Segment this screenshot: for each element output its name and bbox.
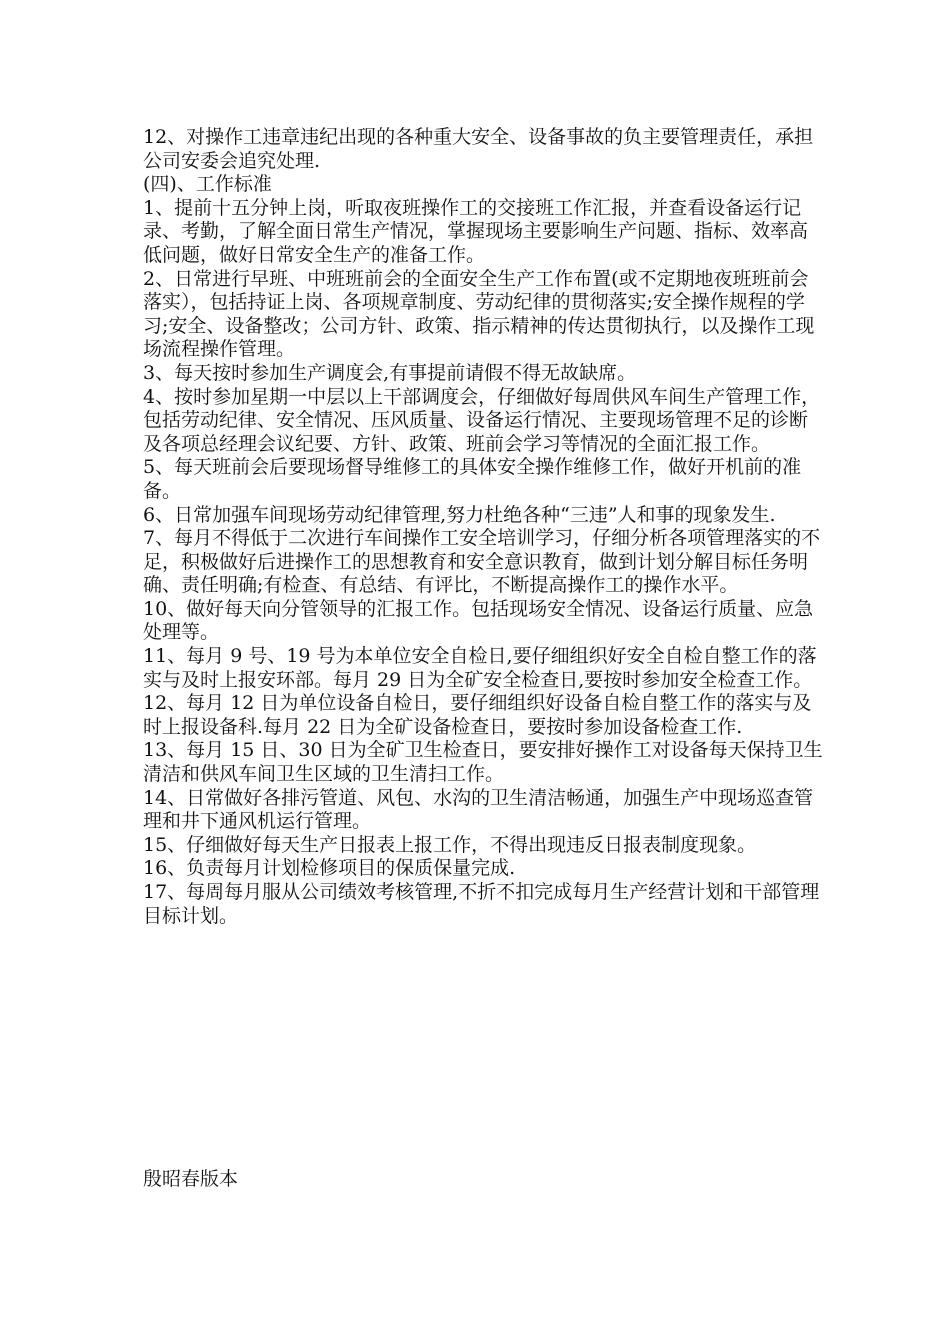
paragraph-standard-2: 2、日常进行早班、中班班前会的全面安全生产工作布置(或不定期地夜班班前会落实），包括持证上岗、各项规章制度、劳动纪律的贯彻落实;安全操作规程的学习;安全、设备整改；公司方针、政策、指示精神的传达贯彻执行，以及操作工现场流程操作管理。 <box>143 267 815 361</box>
document-body <box>143 126 823 928</box>
paragraph-standard-16: 16、负责每月计划检修项目的保质保量完成. <box>143 857 516 880</box>
paragraph-standard-17: 17、每周每月服从公司绩效考核管理,不折不扣完成每月生产经营计划和干部管理目标计划。 <box>143 881 820 927</box>
paragraph-standard-14: 14、日常做好各排污管道、风包、水沟的卫生清洁畅通，加强生产中现场巡查管理和井下通风机运行管理。 <box>143 786 814 833</box>
paragraph-standard-1: 1、提前十五分钟上岗，听取夜班操作工的交接班工作汇报，并查看设备运行记录、考勤，了解全面日常生产情况，掌握现场主要影响生产问题、指标、效率高低问题，做好日常安全生产的准备工作。 <box>143 196 809 266</box>
paragraph-standard-12: 12、每月 12 日为单位设备自检日，要仔细组织好设备自检自整工作的落实与及时上报设备科.每月 22 日为全矿设备检查日，要按时参加设备检查工作. <box>143 692 812 738</box>
document-signature: 殷昭春版本 <box>143 1168 239 1190</box>
paragraph-standard-3: 3、每天按时参加生产调度会,有事提前请假不得无故缺席。 <box>143 361 637 384</box>
paragraph-standard-10: 10、做好每天向分管领导的汇报工作。包括现场安全情况、设备运行质量、应急处理等。 <box>143 597 814 644</box>
paragraph-standard-5: 5、每天班前会后要现场督导维修工的具体安全操作维修工作，做好开机前的准备。 <box>143 456 802 502</box>
paragraph-duty-12: 12、对操作工违章违纪出现的各种重大安全、设备事故的负主要管理责任，承担公司安委会追究处理. <box>143 126 814 172</box>
paragraph-standard-11: 11、每月 9 号、19 号为本单位安全自检日,要仔细组织好安全自检自整工作的落实与及时上报安环部。每月 29 日为全矿安全检查日,要按时参加安全检查工作。 <box>143 645 817 691</box>
section-heading-work-standard: (四)、工作标准 <box>143 173 272 196</box>
paragraph-standard-6: 6、日常加强车间现场劳动纪律管理,努力杜绝各种“三违”人和事的现象发生. <box>143 503 776 526</box>
paragraph-standard-15: 15、仔细做好每天生产日报表上报工作，不得出现违反日报表制度现象。 <box>143 833 757 856</box>
paragraph-standard-13: 13、每月 15 日、30 日为全矿卫生检查日，要安排好操作工对设备每天保持卫生清洁和供风车间卫生区域的卫生清扫工作。 <box>143 739 823 786</box>
paragraph-standard-7: 7、每月不得低于二次进行车间操作工安全培训学习，仔细分析各项管理落实的不足，积极做好后进操作工的思想教育和安全意识教育，做到计划分解目标任务明确、责任明确;有检查、有总结、有评比，不断提高操作工的操作水平。 <box>143 527 821 597</box>
paragraph-standard-4: 4、按时参加星期一中层以上干部调度会，仔细做好每周供风车间生产管理工作，包括劳动纪律、安全情况、压风质量、设备运行情况、主要现场管理不足的诊断及各项总经理会议纪要、方针、政策、班前会学习等情况的全面汇报工作。 <box>143 385 821 455</box>
